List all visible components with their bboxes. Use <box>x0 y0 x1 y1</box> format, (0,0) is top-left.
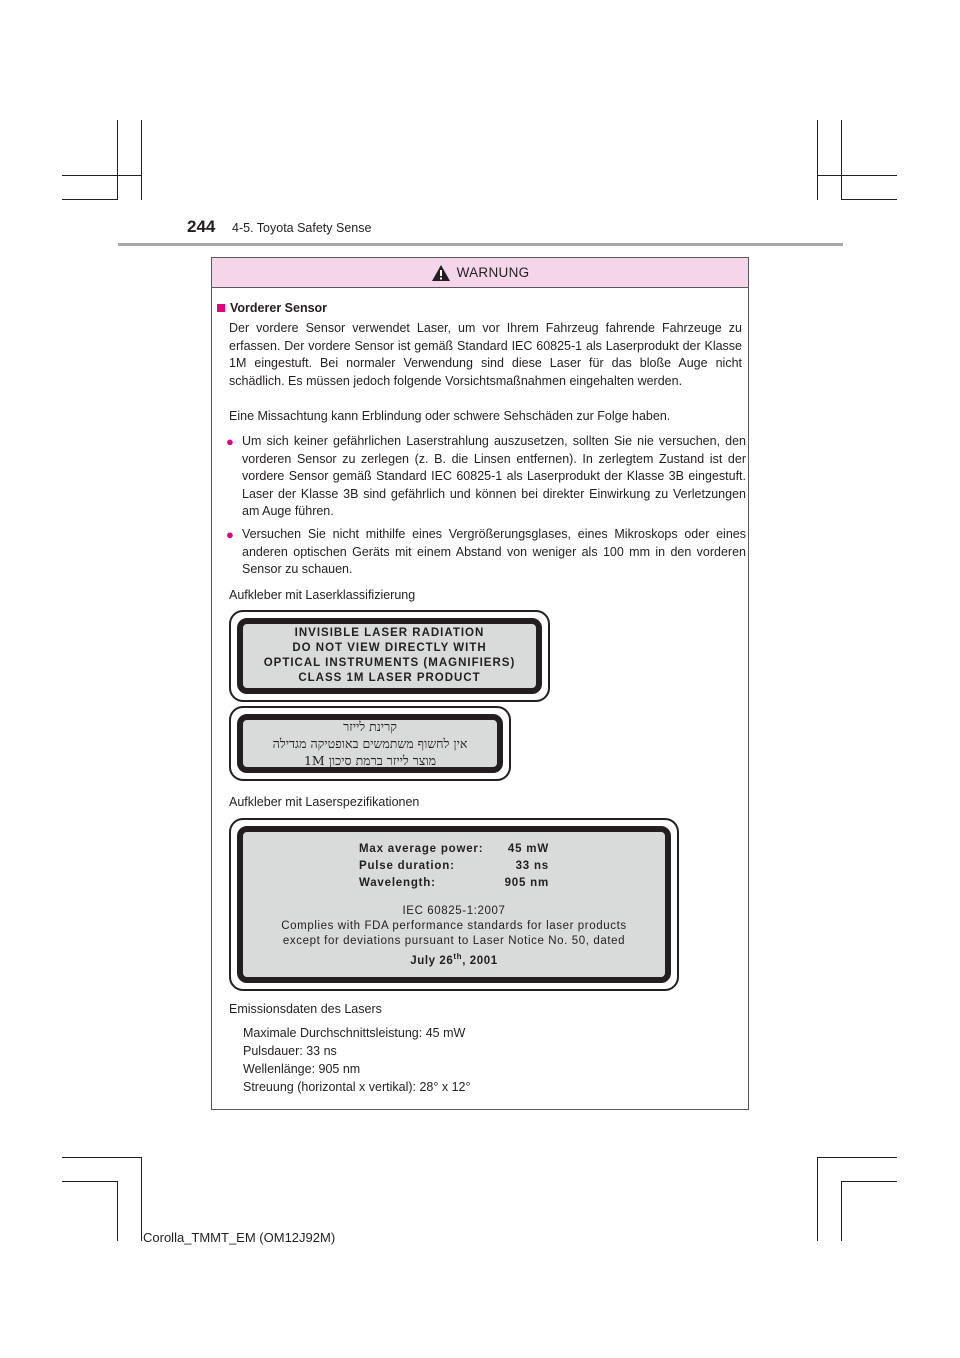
label-class-caption: Aufkleber mit Laserklassifizierung <box>229 588 416 602</box>
crop-mark <box>117 1181 118 1241</box>
emission-line: Maximale Durchschnittsleistung: 45 mW <box>243 1026 466 1040</box>
list-item-text: Versuchen Sie nicht mithilfe eines Vergrößerungsglases, eines Mikroskops oder eines anderen optischen Geräts mit einem Abstand von weniger als 100 mm in den vorderen Sensor zu schauen. <box>242 527 746 577</box>
section-heading-text: Vorderer Sensor <box>230 301 328 315</box>
circle-bullet-icon: ● <box>226 434 234 449</box>
crop-mark <box>62 1157 142 1158</box>
crop-mark <box>141 120 142 200</box>
emission-line: Wellenlänge: 905 nm <box>243 1062 361 1076</box>
crop-mark <box>817 1157 818 1241</box>
standard-date <box>281 949 626 969</box>
label-line: DO NOT VIEW DIRECTLY WITH <box>292 642 487 654</box>
list-item <box>226 526 746 579</box>
crop-mark <box>817 1157 897 1158</box>
emission-line: Streuung (horizontal x vertikal): 28° x 12° <box>243 1080 471 1094</box>
standard-text <box>281 904 626 969</box>
crop-mark <box>62 175 142 176</box>
crop-mark <box>62 1181 118 1182</box>
crop-mark <box>841 1181 897 1182</box>
crop-mark <box>841 1181 842 1241</box>
spec-value: 33 ns <box>515 859 549 872</box>
warning-title: WARNUNG <box>456 265 530 280</box>
label-line: INVISIBLE LASER RADIATION <box>294 627 485 639</box>
intro-paragraph: Der vordere Sensor verwendet Laser, um vor Ihrem Fahrzeug fahrende Fahrzeuge zu erfassen. Der vordere Sensor ist gemäß Standard IEC 60825-1 als Laserprodukt der Klasse 1M eingestuft. Bei normaler Verwendung sind diese Laser für das bloße Auge nicht schädlich. Es müssen jedoch folgende Vorsichtsmaßnahmen eingehalten werden. <box>229 321 742 388</box>
page-number: 244 <box>187 217 216 236</box>
square-bullet-icon <box>217 304 225 312</box>
spec-table <box>359 841 549 892</box>
section-title: 4-5. Toyota Safety Sense <box>232 221 372 235</box>
crop-mark <box>817 120 818 200</box>
spec-label: Max average power: <box>359 842 484 855</box>
spec-label: Pulse duration: <box>359 859 455 872</box>
date-sup: th <box>453 951 463 961</box>
crop-mark <box>841 199 897 200</box>
label-line: מוצר לייזר ברמת סיכון 1M <box>303 753 437 768</box>
label-spec-caption: Aufkleber mit Laserspezifikationen <box>229 795 420 809</box>
laser-class-label-en <box>229 610 550 702</box>
date-main: July 26 <box>410 954 454 967</box>
label-line: OPTICAL INSTRUMENTS (MAGNIFIERS) <box>263 657 516 669</box>
section-heading <box>217 301 327 315</box>
date-year: , 2001 <box>462 954 498 967</box>
label-line: CLASS 1M LASER PRODUCT <box>298 672 481 684</box>
intro-paragraph-2: Eine Missachtung kann Erblindung oder schwere Sehschäden zur Folge haben. <box>229 409 671 423</box>
crop-mark <box>141 1157 142 1241</box>
footer-doc-id: Corolla_TMMT_EM (OM12J92M) <box>143 1230 336 1245</box>
standard-line: Complies with FDA performance standards for laser products <box>281 919 627 932</box>
spec-label: Wavelength: <box>359 876 436 889</box>
label-line: קרינת לייזר <box>343 719 397 734</box>
warning-triangle-icon <box>431 264 451 282</box>
laser-spec-label <box>229 818 679 991</box>
list-item-text: Um sich keiner gefährlichen Laserstrahlung auszusetzen, sollten Sie nie versuchen, den vorderen Sensor zu zerlegen (z. B. die Linsen entfernen). In zerlegtem Zustand ist der vordere Sensor gemäß Standard IEC 60825-1 als Laserprodukt der Klasse 3B eingestuft. Laser der Klasse 3B sind gefährlich und können bei direkter Einwirkung zu Verletzungen am Auge führen. <box>242 434 746 519</box>
spec-value: 45 mW <box>507 842 549 855</box>
spec-value: 905 nm <box>504 876 549 889</box>
crop-mark <box>817 175 897 176</box>
crop-mark <box>841 120 842 200</box>
standard-line: IEC 60825-1:2007 <box>402 904 506 917</box>
emission-line: Pulsdauer: 33 ns <box>243 1044 337 1058</box>
laser-class-label-he <box>229 706 511 781</box>
label-line: אין לחשוף משתמשים באופטיקה מגדילה <box>272 736 468 751</box>
header-rule <box>118 243 843 246</box>
warning-box <box>211 257 749 1110</box>
circle-bullet-icon: ● <box>226 527 234 542</box>
crop-mark <box>62 199 118 200</box>
list-item <box>226 433 746 521</box>
standard-line: except for deviations pursuant to Laser Notice No. 50, dated <box>282 934 626 947</box>
crop-mark <box>117 120 118 200</box>
emission-caption: Emissionsdaten des Lasers <box>229 1002 382 1016</box>
warning-header <box>212 258 748 288</box>
